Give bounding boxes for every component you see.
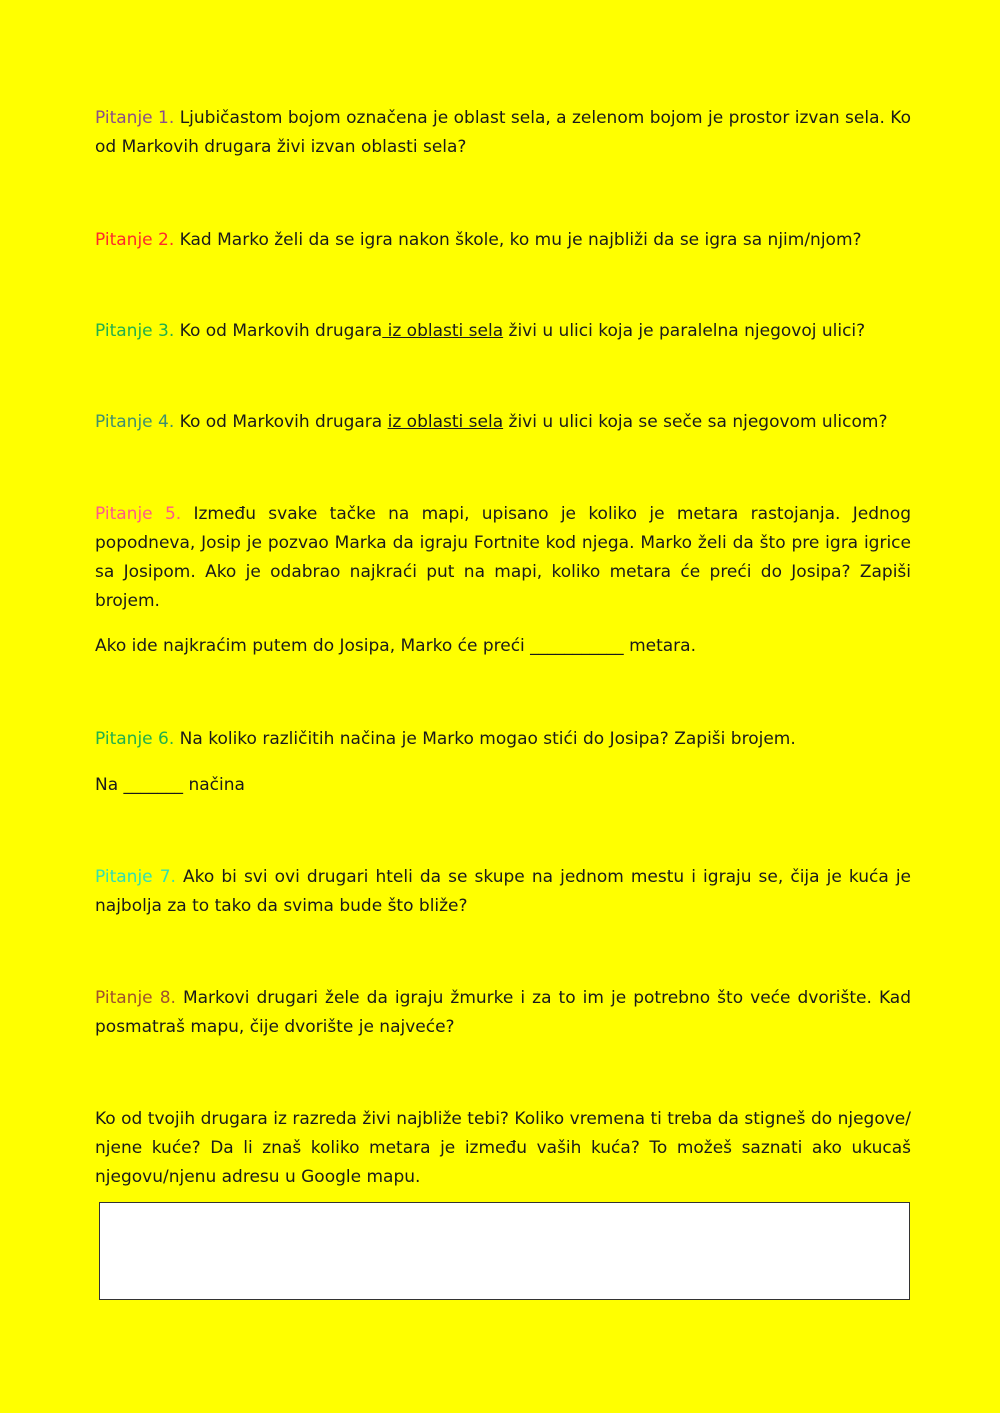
question-3-underlined: iz oblasti sela: [382, 321, 504, 341]
question-4-text-after: živi u ulici koja se seče sa njegovom ulicom?: [503, 412, 888, 432]
question-2-text: Kad Marko želi da se igra nakon škole, ko mu je najbliži da se igra sa njim/njom?: [174, 230, 862, 250]
question-4-underlined: iz oblasti sela: [387, 412, 504, 432]
question-4-text-before: Ko od Markovih drugara: [174, 412, 388, 432]
question-1: [95, 104, 911, 162]
question-8: [95, 984, 911, 1042]
question-6-answer-line[interactable]: Na _______ načina: [95, 775, 245, 795]
question-6: [95, 725, 911, 754]
closing-question: Ko od tvojih drugara iz razreda živi najbliže tebi? Koliko vremena ti treba da stigneš do njegove/ njene kuće? Da li znaš koliko metara je između vaših kuća? To možeš saznati ako ukucaš njegovu/njenu adresu u Google mapu.: [95, 1109, 911, 1187]
question-1-label: Pitanje 1.: [95, 108, 175, 128]
question-3-label: Pitanje 3.: [95, 321, 175, 341]
question-5: [95, 500, 911, 616]
question-7: [95, 863, 911, 921]
question-7-label: Pitanje 7.: [95, 867, 176, 887]
answer-box[interactable]: [99, 1202, 910, 1300]
question-2-label: Pitanje 2.: [95, 230, 175, 250]
question-6-text: Na koliko različitih načina je Marko mogao stići do Josipa? Zapiši brojem.: [174, 729, 796, 749]
question-4-label: Pitanje 4.: [95, 412, 175, 432]
question-2: [95, 226, 911, 255]
question-3-text-before: Ko od Markovih drugara: [174, 321, 383, 341]
question-1-text: Ljubičastom bojom označena je oblast sela, a zelenom bojom je prostor izvan sela. Ko od Markovih drugara živi izvan oblasti sela?: [95, 108, 911, 157]
question-8-label: Pitanje 8.: [95, 988, 176, 1008]
question-4: [95, 408, 911, 437]
question-3-text-after: živi u ulici koja je paralelna njegovoj ulici?: [503, 321, 866, 341]
question-8-text: Markovi drugari žele da igraju žmurke i za to im je potrebno što veće dvorište. Kad posmatraš mapu, čije dvorište je najveće?: [95, 988, 911, 1037]
question-7-text: Ako bi svi ovi drugari hteli da se skupe na jednom mestu i igraju se, čija je kuća je najbolja za to tako da svima bude što bliže?: [95, 867, 912, 916]
question-5-label: Pitanje 5.: [95, 504, 182, 524]
question-5-text: Između svake tačke na mapi, upisano je koliko je metara rastojanja. Jednog popodneva, Josip je pozvao Marka da igraju Fortnite kod njega. Marko želi da što pre igra igrice sa Josipom. Ako je odabrao najkraći put na mapi, koliko metara će preći do Josipa? Zapiši brojem.: [95, 504, 911, 611]
question-3: [95, 317, 911, 346]
question-5-answer-line[interactable]: Ako ide najkraćim putem do Josipa, Marko će preći ___________ metara.: [95, 636, 696, 656]
question-6-label: Pitanje 6.: [95, 729, 175, 749]
